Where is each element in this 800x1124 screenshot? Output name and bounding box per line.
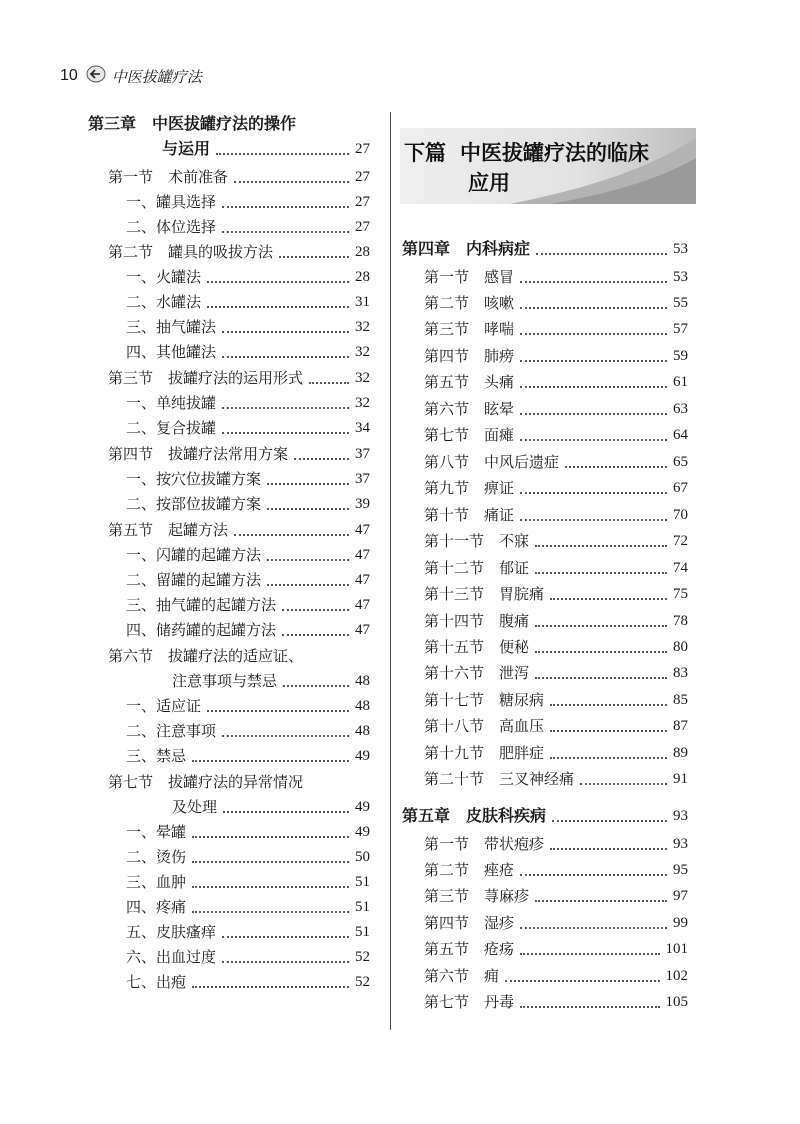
leader-dots — [222, 406, 349, 409]
leader-dots — [207, 280, 349, 283]
toc-entry[interactable]: 第三节 哮喘 57 — [424, 320, 688, 338]
toc-entry[interactable]: 第五节 疮疡 101 — [424, 940, 688, 958]
leader-dots — [222, 355, 349, 358]
toc-entry[interactable]: 第二节 痤疮 95 — [424, 861, 688, 879]
toc-entry[interactable]: 第十二节 郁证 74 — [424, 559, 688, 577]
toc-entry[interactable]: 第五节 头痛 61 — [424, 373, 688, 391]
toc-entry[interactable]: 二、留罐的起罐方法 47 — [126, 571, 370, 589]
leader-dots — [267, 507, 349, 510]
leader-dots — [565, 465, 667, 468]
back-arrow-icon — [86, 65, 106, 87]
leader-dots — [520, 491, 667, 494]
leader-dots — [222, 205, 349, 208]
toc-entry[interactable]: 二、复合拔罐 34 — [126, 419, 370, 437]
leader-dots — [267, 482, 349, 485]
toc-entry[interactable]: 第四节 肺痨 59 — [424, 347, 688, 365]
leader-dots — [309, 381, 349, 384]
leader-dots — [520, 306, 667, 309]
leader-dots — [207, 709, 349, 712]
part-title-line2: 应用 — [468, 170, 510, 195]
leader-dots — [192, 985, 349, 988]
leader-dots — [267, 583, 349, 586]
toc-entry[interactable]: 注意事项与禁忌 48 — [172, 672, 370, 690]
leader-dots — [222, 431, 349, 434]
part-title — [404, 138, 649, 198]
leader-dots — [234, 180, 349, 183]
page-number: 10 — [60, 67, 78, 84]
toc-entry[interactable]: 第八节 中风后遗症 65 — [424, 453, 688, 471]
toc-entry[interactable]: 四、其他罐法 32 — [126, 343, 370, 361]
toc-chapter-heading[interactable]: 第四章 内科病症 53 — [402, 239, 688, 258]
toc-entry[interactable]: 七、出疱 52 — [126, 973, 370, 991]
toc-entry[interactable]: 第二节 咳嗽 55 — [424, 294, 688, 312]
leader-dots — [505, 979, 659, 982]
leader-dots — [552, 819, 667, 822]
leader-dots — [192, 860, 349, 863]
leader-dots — [283, 684, 349, 687]
leader-dots — [580, 782, 667, 785]
toc-entry[interactable]: 第十三节 胃脘痛 75 — [424, 585, 688, 603]
leader-dots — [222, 230, 349, 233]
leader-dots — [222, 960, 349, 963]
leader-dots — [520, 518, 667, 521]
toc-entry[interactable]: 第二十节 三叉神经痛 91 — [424, 770, 688, 788]
part-banner — [400, 128, 696, 204]
toc-entry[interactable]: 五、皮肤瘙痒 51 — [126, 923, 370, 941]
leader-dots — [207, 305, 349, 308]
leader-dots — [520, 359, 667, 362]
leader-dots — [192, 885, 349, 888]
toc-entry[interactable]: 二、按部位拔罐方案 39 — [126, 495, 370, 513]
leader-dots — [520, 332, 667, 335]
toc-entry[interactable]: 第一节 感冒 53 — [424, 268, 688, 286]
leader-dots — [520, 385, 667, 388]
leader-dots — [222, 734, 349, 737]
leader-dots — [550, 597, 667, 600]
toc-entry[interactable]: 一、火罐法 28 — [126, 268, 370, 286]
leader-dots — [192, 910, 349, 913]
column-divider — [390, 112, 391, 1030]
toc-entry[interactable]: 四、疼痛 51 — [126, 898, 370, 916]
leader-dots — [520, 438, 667, 441]
book-title: 中医拔罐疗法 — [111, 67, 202, 86]
toc-entry[interactable]: 第七节 拔罐疗法的异常情况 — [108, 773, 304, 791]
toc-entry[interactable]: 一、晕罐 49 — [126, 823, 370, 841]
leader-dots — [536, 252, 667, 255]
toc-entry[interactable]: 第十九节 肥胖症 89 — [424, 744, 688, 762]
leader-dots — [279, 255, 349, 258]
toc-chapter-heading[interactable]: 第三章 中医拔罐疗法的操作 — [88, 114, 297, 133]
toc-entry[interactable]: 一、单纯拔罐 32 — [126, 394, 370, 412]
toc-entry[interactable]: 三、血肿 51 — [126, 873, 370, 891]
toc-entry[interactable]: 二、注意事项 48 — [126, 722, 370, 740]
leader-dots — [223, 810, 349, 813]
toc-entry[interactable]: 二、体位选择 27 — [126, 218, 370, 236]
part-label: 下篇 — [404, 140, 446, 165]
toc-entry[interactable]: 一、按穴位拔罐方案 37 — [126, 470, 370, 488]
toc-entry[interactable]: 六、出血过度 52 — [126, 948, 370, 966]
toc-entry[interactable]: 二、水罐法 31 — [126, 293, 370, 311]
leader-dots — [535, 571, 667, 574]
toc-entry[interactable]: 第十六节 泄泻 83 — [424, 664, 688, 682]
toc-entry[interactable]: 第三节 荨麻疹 97 — [424, 887, 688, 905]
toc-chapter-heading[interactable]: 第五章 皮肤科疾病 93 — [402, 806, 688, 825]
toc-entry[interactable]: 第一节 术前准备 27 — [108, 168, 370, 186]
leader-dots — [520, 280, 667, 283]
leader-dots — [535, 899, 667, 902]
toc-entry[interactable]: 第五节 起罐方法 47 — [108, 521, 370, 539]
toc-entry[interactable]: 第四节 拔罐疗法常用方案 37 — [108, 445, 370, 463]
toc-entry[interactable]: 第六节 拔罐疗法的适应证、 — [108, 647, 304, 665]
toc-entry[interactable]: 二、烫伤 50 — [126, 848, 370, 866]
leader-dots — [192, 759, 349, 762]
toc-entry[interactable]: 第十七节 糖尿病 85 — [424, 691, 688, 709]
toc-entry[interactable]: 三、抽气罐的起罐方法 47 — [126, 596, 370, 614]
toc-entry[interactable]: 第六节 眩晕 63 — [424, 400, 688, 418]
leader-dots — [520, 952, 659, 955]
toc-entry[interactable]: 与运用 27 — [162, 139, 370, 158]
leader-dots — [535, 624, 667, 627]
leader-dots — [550, 729, 667, 732]
leader-dots — [267, 558, 349, 561]
toc-entry[interactable]: 三、抽气罐法 32 — [126, 318, 370, 336]
leader-dots — [234, 533, 349, 536]
toc-entry[interactable]: 第十节 痛证 70 — [424, 506, 688, 524]
toc-entry[interactable]: 四、储药罐的起罐方法 47 — [126, 621, 370, 639]
toc-entry[interactable]: 三、禁忌 49 — [126, 747, 370, 765]
toc-entry[interactable]: 及处理 49 — [172, 798, 370, 816]
toc-entry[interactable]: 一、闪罐的起罐方法 47 — [126, 546, 370, 564]
leader-dots — [550, 756, 667, 759]
leader-dots — [192, 835, 349, 838]
toc-entry[interactable]: 第十五节 便秘 80 — [424, 638, 688, 656]
toc-entry[interactable]: 第六节 痈 102 — [424, 967, 688, 985]
toc-entry[interactable]: 第九节 痹证 67 — [424, 479, 688, 497]
toc-entry[interactable]: 第七节 面瘫 64 — [424, 426, 688, 444]
toc-entry[interactable]: 一、适应证 48 — [126, 697, 370, 715]
leader-dots — [282, 608, 349, 611]
leader-dots — [550, 847, 667, 850]
leader-dots — [520, 873, 667, 876]
leader-dots — [294, 457, 349, 460]
toc-entry[interactable]: 第十八节 高血压 87 — [424, 717, 688, 735]
toc-entry[interactable]: 第十四节 腹痛 78 — [424, 612, 688, 630]
leader-dots — [535, 544, 667, 547]
toc-entry[interactable]: 第四节 湿疹 99 — [424, 914, 688, 932]
leader-dots — [520, 412, 667, 415]
leader-dots — [282, 633, 349, 636]
toc-entry[interactable]: 第七节 丹毒 105 — [424, 993, 688, 1011]
leader-dots — [520, 1005, 659, 1008]
leader-dots — [535, 676, 667, 679]
leader-dots — [222, 330, 349, 333]
leader-dots — [520, 926, 667, 929]
leader-dots — [216, 152, 349, 155]
leader-dots — [535, 650, 667, 653]
leader-dots — [550, 703, 667, 706]
toc-entry[interactable]: 一、罐具选择 27 — [126, 193, 370, 211]
page-header — [60, 64, 202, 88]
toc-entry[interactable]: 第一节 带状疱疹 93 — [424, 835, 688, 853]
toc-entry[interactable]: 第三节 拔罐疗法的运用形式 32 — [108, 369, 370, 387]
leader-dots — [222, 935, 349, 938]
part-title-line1: 中医拔罐疗法的临床 — [460, 140, 649, 165]
toc-entry[interactable]: 第二节 罐具的吸拔方法 28 — [108, 243, 370, 261]
toc-entry[interactable]: 第十一节 不寐 72 — [424, 532, 688, 550]
